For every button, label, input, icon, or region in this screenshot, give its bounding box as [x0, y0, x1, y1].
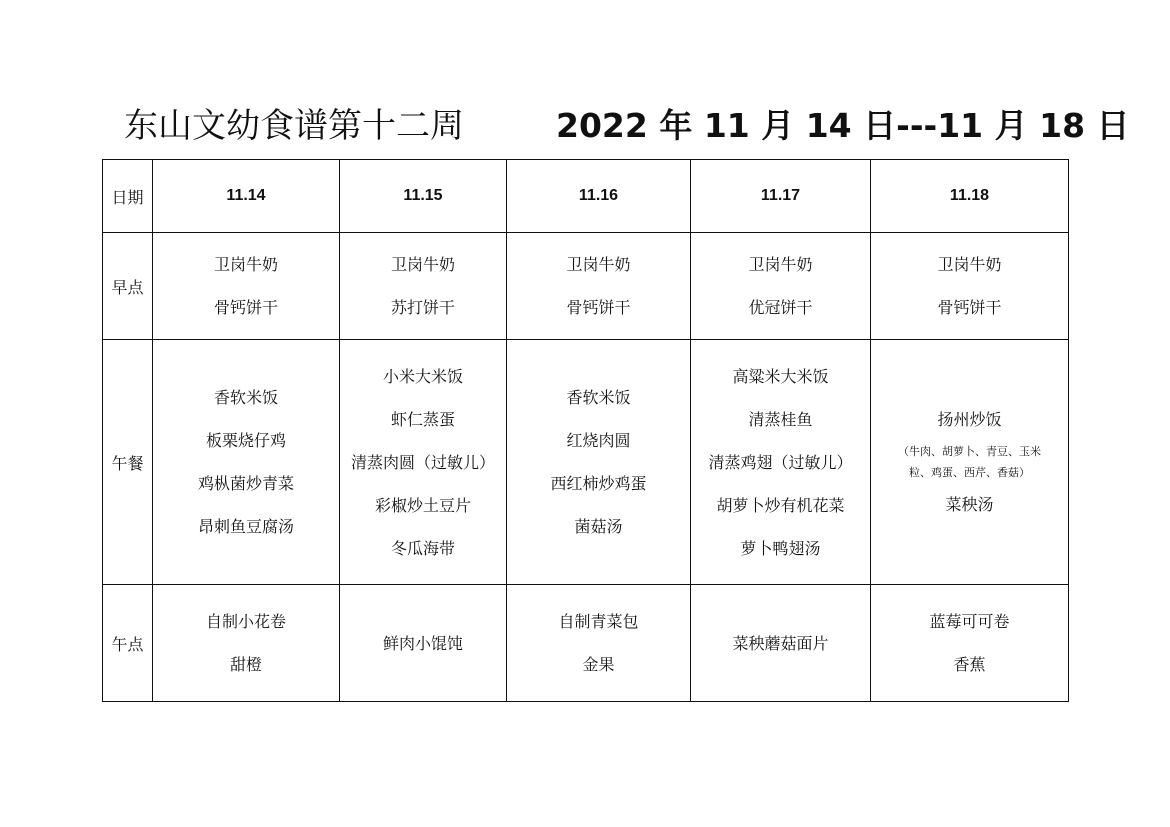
snack-cell	[153, 585, 340, 702]
dish-ingredients-note: 粒、鸡蛋、西芹、香菇）	[909, 466, 1030, 479]
dish-item: 香软米饭	[213, 388, 278, 407]
dish-item: 卫岗牛奶	[748, 255, 813, 274]
dish-item: 高粱米大米饭	[732, 366, 829, 386]
dish-item: 自制青菜包	[558, 612, 639, 631]
dish-item: 香软米饭	[566, 388, 631, 407]
lunch-row	[103, 340, 1069, 585]
dish-item: 胡萝卜炒有机花菜	[716, 495, 845, 515]
dish-item: 菌菇汤	[574, 517, 623, 536]
breakfast-cell	[153, 233, 340, 340]
dish-item: 苏打饼干	[390, 298, 455, 317]
date-cell: 11.17	[691, 160, 871, 233]
date-row	[103, 160, 1069, 233]
dish-item: 小米大米饭	[382, 366, 463, 386]
dish-item: 卫岗牛奶	[390, 255, 455, 274]
dish-item: 板栗烧仔鸡	[205, 431, 286, 450]
row-label-snack: 午点	[103, 585, 153, 702]
page-title: 东山文幼食谱第十二周	[124, 106, 464, 146]
date-cell: 11.18	[871, 160, 1069, 233]
snack-row	[103, 585, 1069, 702]
lunch-cell	[507, 340, 691, 585]
snack-cell	[871, 585, 1069, 702]
dish-item: 虾仁蒸蛋	[390, 409, 455, 429]
dish-item: 鲜肉小馄饨	[382, 633, 463, 653]
snack-cell	[691, 585, 871, 702]
breakfast-cell	[507, 233, 691, 340]
dish-item: 香蕉	[953, 655, 986, 674]
date-range: 2022 年 11 月 14 日---11 月 18 日	[556, 106, 1130, 145]
breakfast-cell	[871, 233, 1069, 340]
dish-item: 蓝莓可可卷	[929, 612, 1010, 631]
lunch-cell	[691, 340, 871, 585]
lunch-cell	[340, 340, 507, 585]
row-label-lunch: 午餐	[103, 340, 153, 585]
dish-item: 扬州炒饭	[937, 410, 1002, 429]
dish-item: 卫岗牛奶	[566, 255, 631, 274]
dish-item: 卫岗牛奶	[937, 255, 1002, 274]
row-label-breakfast: 早点	[103, 233, 153, 340]
dish-item: 甜橙	[229, 655, 262, 674]
dish-item: 菜秧汤	[945, 495, 994, 514]
dish-item: 卫岗牛奶	[213, 255, 278, 274]
dish-item: 彩椒炒土豆片	[374, 495, 471, 515]
row-label-date: 日期	[103, 160, 153, 233]
dish-item: 菜秧蘑菇面片	[732, 633, 829, 653]
lunch-cell	[871, 340, 1069, 585]
date-cell: 11.14	[153, 160, 340, 233]
dish-item: 骨钙饼干	[937, 298, 1002, 317]
lunch-cell	[153, 340, 340, 585]
menu-table	[102, 159, 1069, 702]
dish-item: 优冠饼干	[748, 298, 813, 317]
date-cell: 11.15	[340, 160, 507, 233]
breakfast-row	[103, 233, 1069, 340]
dish-item: 骨钙饼干	[566, 298, 631, 317]
date-cell: 11.16	[507, 160, 691, 233]
dish-item: 金果	[582, 655, 615, 674]
dish-item: 昂刺鱼豆腐汤	[197, 517, 294, 536]
snack-cell	[340, 585, 507, 702]
dish-item: 冬瓜海带	[390, 538, 455, 558]
dish-item: 骨钙饼干	[213, 298, 278, 317]
dish-item: 萝卜鸭翅汤	[740, 538, 821, 558]
breakfast-cell	[340, 233, 507, 340]
page-header	[0, 104, 1170, 150]
dish-item: 清蒸桂鱼	[748, 409, 813, 429]
dish-item: 自制小花卷	[205, 612, 286, 631]
dish-item: 清蒸肉圆（过敏儿）	[350, 452, 495, 472]
dish-item: 清蒸鸡翅（过敏儿）	[708, 452, 853, 472]
dish-item: 鸡枞菌炒青菜	[197, 474, 294, 493]
dish-item: 西红柿炒鸡蛋	[550, 474, 647, 493]
breakfast-cell	[691, 233, 871, 340]
snack-cell	[507, 585, 691, 702]
dish-item: 红烧肉圆	[566, 431, 631, 450]
dish-ingredients-note: （牛肉、胡萝卜、青豆、玉米	[898, 445, 1041, 458]
